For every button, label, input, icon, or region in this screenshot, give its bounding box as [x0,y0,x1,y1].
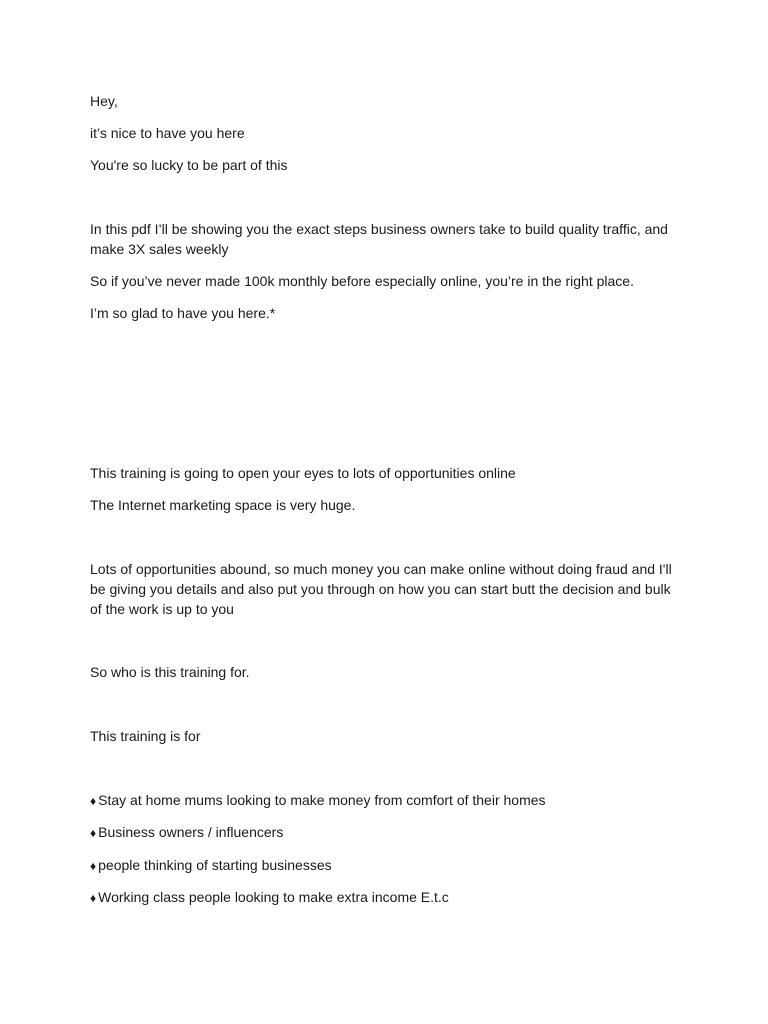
diamond-bullet-icon: ♦ [90,826,97,840]
paragraph-opportunities: Lots of opportunities abound, so much money you can make online without doing fraud and I'll be giving you details and also put you through on how you can start butt the decision and bulk of the work is up to you [90,561,672,617]
bullet-text: Working class people looking to make extra income E.t.c [98,889,449,905]
bullet-item [90,855,680,876]
bullet-item [90,887,680,908]
paragraph-who: So who is this training for. [90,664,250,680]
paragraph-training: This training is going to open your eyes to lots of opportunities online [90,465,516,481]
bullet-text: Stay at home mums looking to make money from comfort of their homes [98,792,546,808]
diamond-bullet-icon: ♦ [90,891,97,905]
intro-line-2: You're so lucky to be part of this [90,157,288,173]
bullet-text: Business owners / influencers [98,824,284,840]
paragraph-internet: The Internet marketing space is very huge. [90,497,356,513]
bullet-item [90,790,680,811]
paragraph-glad: I’m so glad to have you here.* [90,305,276,321]
paragraph-pdf: In this pdf I’ll be showing you the exact steps business owners take to build quality traffic, and make 3X sales weekly [90,221,668,257]
diamond-bullet-icon: ♦ [90,794,97,808]
intro-line-1: it’s nice to have you here [90,125,245,141]
greeting: Hey, [90,93,118,109]
paragraph-100k: So if you’ve never made 100k monthly before especially online, you’re in the right place. [90,273,634,289]
bullet-text: people thinking of starting businesses [98,857,332,873]
paragraph-for: This training is for [90,728,201,744]
bullet-item [90,822,680,843]
diamond-bullet-icon: ♦ [90,859,97,873]
